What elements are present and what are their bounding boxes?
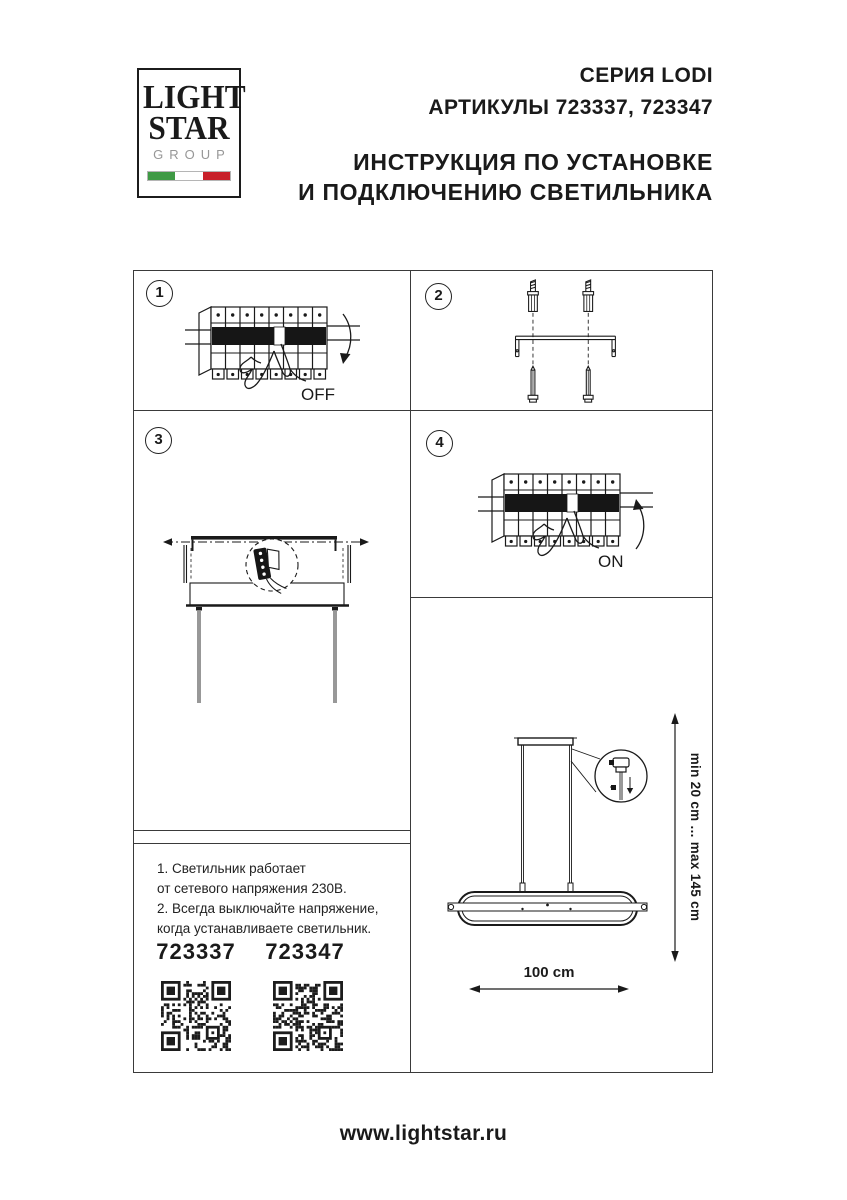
logo-word-light: LIGHT: [143, 79, 246, 116]
off-label: OFF: [301, 385, 335, 404]
qr-code-2: [273, 981, 343, 1051]
italian-flag-stripe: [147, 171, 231, 181]
instruction-title-line1: ИНСТРУКЦИЯ ПО УСТАНОВКЕ: [353, 149, 713, 175]
flag-red-segment: [203, 172, 230, 180]
step-3-badge: 3: [145, 427, 172, 454]
grid-divider-left-row2: [133, 830, 410, 831]
note-line-4: когда устанавливаете светильник.: [157, 921, 372, 936]
grid-divider-right-row2: [410, 597, 713, 598]
step-1-badge: 1: [146, 280, 173, 307]
flag-green-segment: [148, 172, 175, 180]
website-footer: www.lightstar.ru: [339, 1122, 508, 1145]
pendant-dimensions-illustration: [425, 705, 707, 1015]
grid-divider-vertical: [410, 270, 411, 1073]
series-title: СЕРИЯ LODI: [579, 64, 713, 87]
header-text: [298, 60, 713, 207]
logo-word-star: STAR: [148, 110, 230, 147]
breaker-off-illustration: [185, 286, 360, 406]
anchors-bracket-illustration: [505, 278, 623, 406]
step-2-badge: 2: [425, 283, 452, 310]
on-label: ON: [598, 552, 624, 571]
article-number-2: 723347: [265, 939, 345, 964]
flag-white-segment: [175, 172, 202, 180]
width-label: 100 cm: [523, 964, 575, 981]
article-number-1: 723337: [156, 939, 236, 964]
grid-divider-row1: [133, 410, 713, 411]
safety-notes: [157, 859, 378, 939]
note-line-3: 2. Всегда выключайте напряжение,: [157, 901, 379, 916]
note-line-1: 1. Светильник работает: [157, 861, 306, 876]
canopy-wiring-illustration: [160, 525, 372, 715]
articles-line: АРТИКУЛЫ 723337, 723347: [428, 96, 713, 119]
height-range-label: min 20 cm ... max 145 cm: [688, 752, 703, 922]
breaker-on-illustration: [478, 453, 653, 573]
qr-code-1: [161, 981, 231, 1051]
lightstar-logo: [137, 68, 246, 198]
step-4-badge: 4: [426, 430, 453, 457]
logo-word-group: GROUP: [153, 147, 231, 162]
notes-panel: [133, 843, 410, 1073]
instruction-title: [298, 147, 713, 207]
note-line-2: от сетевого напряжения 230В.: [157, 881, 347, 896]
instruction-title-line2: И ПОДКЛЮЧЕНИЮ СВЕТИЛЬНИКА: [298, 179, 713, 205]
